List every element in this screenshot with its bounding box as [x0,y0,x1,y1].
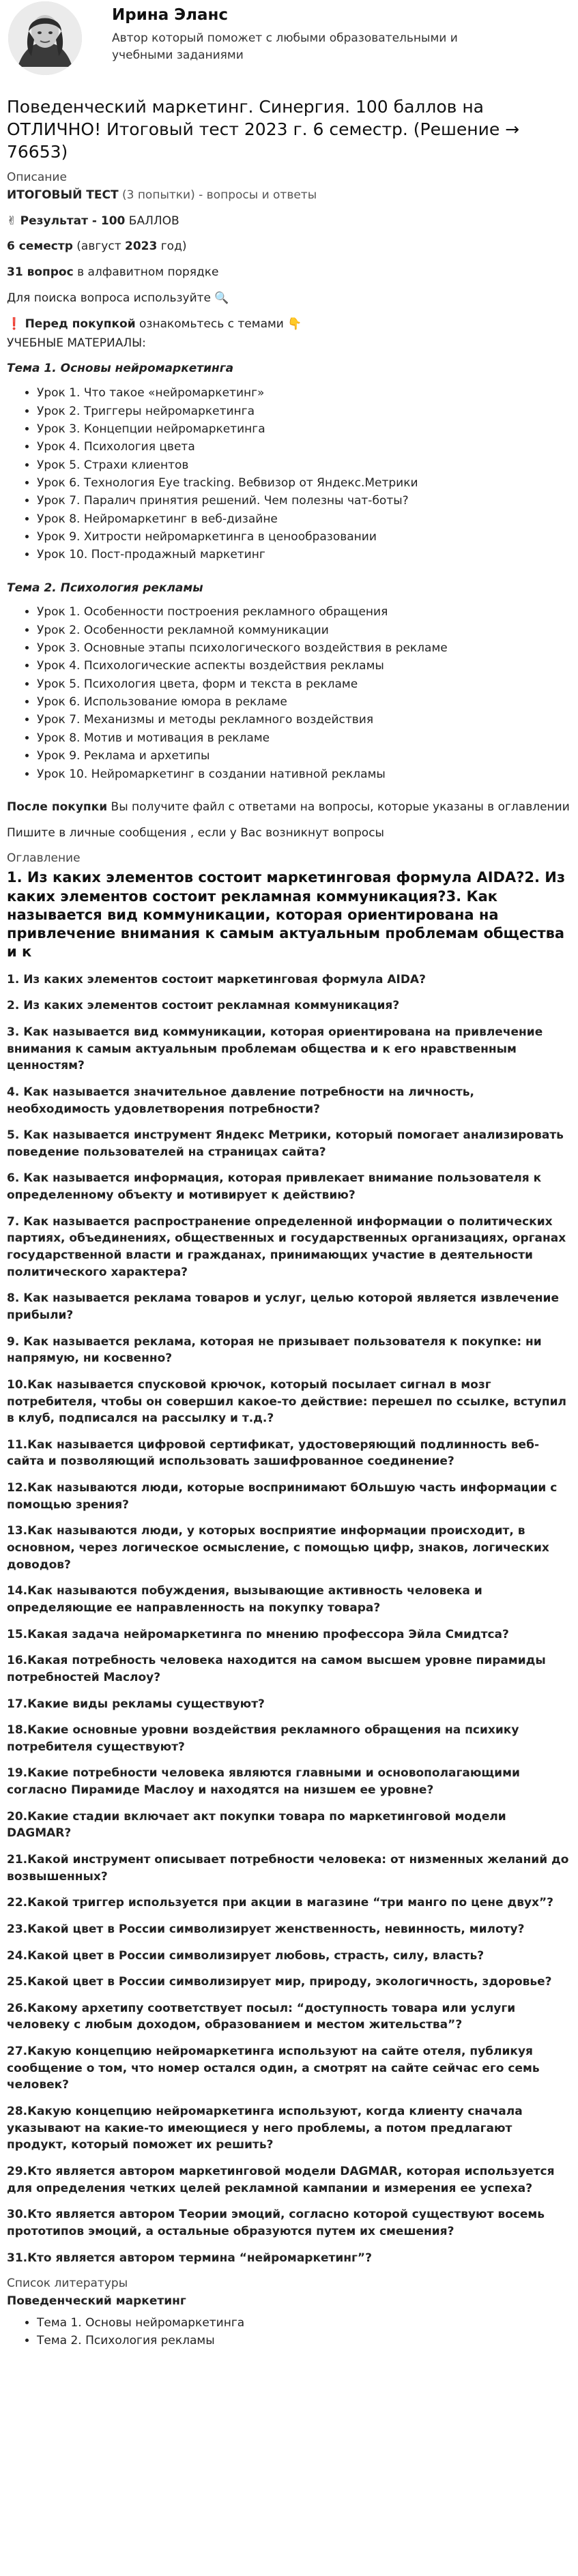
question-item: 30.Кто является автором Теории эмоций, согласно которой существуют восемь прототипов эмоций, а остальные образуются путем их смешения? [7,2208,545,2238]
page-title: Поведенческий маркетинг. Синергия. 100 баллов на ОТЛИЧНО! Итоговый тест 2023 г. 6 семестр. (Решение → 76653) [7,97,520,162]
literature-list [7,2314,570,2350]
question-item: 13.Как называются люди, у которых восприятие информации происходит, в основном, через логическое осмысление, с помощью цифр, знаков, логических доводов? [7,1524,549,1572]
list-item: • Урок 7. Механизмы и методы рекламного воздействия [37,711,570,729]
list-item: • Урок 2. Триггеры нейромаркетинга [37,402,570,420]
literature-label: Список литературы [7,2277,128,2291]
toc-heading: 1. Из каких элементов состоит маркетинговая формула AIDA?2. Из каких элементов состоит рекламная коммуникация?3. Как называется вид коммуникации, которая ориентирована на привлечение внимания к самым актуальным проблемам общества и к [7,869,566,961]
lesson-list [7,603,570,782]
avatar-image [8,1,82,75]
question-item: 1. Из каких элементов состоит маркетинговая формула AIDA? [7,972,426,986]
lesson-list [7,384,570,564]
topic-1 [7,361,570,564]
before-purchase-bold: Перед покупкой [25,317,136,331]
list-item: • Урок 3. Концепции нейромаркетинга [37,420,570,438]
question-item: 22.Какой триггер используется при акции в магазине “три манго по цене двух”? [7,1896,554,1910]
result-rest: БАЛЛОВ [125,214,179,228]
list-item: • Урок 5. Психология цвета, форм и текста в рекламе [37,675,570,693]
after-purchase-line [7,800,570,816]
toc-label: Оглавление [7,851,81,866]
list-item: • Урок 1. Что такое «нейромаркетинг» [37,384,570,402]
question-item: 18.Какие основные уровни воздействия рекламного обращения на психику потребителя существуют? [7,1723,519,1754]
list-item: • Урок 8. Нейромаркетинг в веб-дизайне [37,510,570,528]
question-item: 6. Как называется информация, которая привлекает внимание пользователя к определенному объекту и мотивирует к действию? [7,1171,542,1203]
before-purchase-rest: ознакомьтесь с темами [135,317,288,331]
topic-2 [7,581,570,783]
exclamation-icon: ❗ [7,317,22,331]
list-item: • Урок 6. Технология Eye tracking. Вебвизор от Яндекс.Метрики [37,474,570,492]
question-item: 23.Какой цвет в России символизирует женственность, невинность, милоту? [7,1922,525,1936]
semester-rest-a: (август [72,239,126,254]
author-description: Автор который поможет с любыми образовательными и учебными заданиями [112,31,458,62]
result-bold: Результат - 100 [20,214,126,228]
questions-count-bold: 31 вопрос [7,265,74,280]
semester-rest-b: год) [157,239,187,254]
final-test-line [7,188,570,204]
question-item: 15.Какая задача нейромаркетинга по мнению профессора Эйла Смидтса? [7,1627,509,1641]
list-item: • Урок 10. Пост-продажный маркетинг [37,546,570,564]
topic-title: Тема 2. Психология рекламы [7,581,203,595]
question-item: 9. Как называется реклама, которая не призывает пользователя к покупке: ни напрямую, ни косвенно? [7,1334,542,1366]
list-item: • Урок 4. Психологические аспекты воздействия рекламы [37,657,570,675]
question-item: 4. Как называется значительное давление потребности на личность, необходимость удовлетворения потребности? [7,1085,474,1116]
author-info [112,1,494,63]
semester-bold: 6 семестр [7,239,73,254]
author-card [7,0,570,82]
questions-count-line [7,265,570,281]
question-item: 29.Кто является автором маркетинговой модели DAGMAR, которая используется для определения четких целей рекламной кампании и измерения ее успеха? [7,2164,555,2195]
list-item: • Урок 9. Хитрости нейромаркетинга в ценообразовании [37,528,570,546]
question-item: 20.Какие стадии включает акт покупки товара по маркетинговой модели DAGMAR? [7,1809,506,1841]
list-item: • Урок 9. Реклама и архетипы [37,747,570,765]
list-item: • Урок 7. Паралич принятия решений. Чем полезны чат-боты? [37,492,570,510]
questions-count-rest: в алфавитном порядке [73,265,219,280]
search-hint-text: Для поиска вопроса используйте [7,291,215,305]
question-item: 16.Какая потребность человека находится на самом высшем уровне пирамиды потребностей Маслоу? [7,1654,546,1684]
result-line [7,214,570,230]
list-item: • Урок 2. Особенности рекламной коммуникации [37,621,570,639]
semester-line [7,239,570,255]
final-test-bold: ИТОГОВЫЙ ТЕСТ [7,188,119,202]
question-item: 24.Какой цвет в России символизирует любовь, страсть, силу, власть? [7,1948,485,1963]
list-item: • Урок 3. Основные этапы психологического воздействия в рекламе [37,639,570,657]
victory-hand-icon: ✌ [7,214,17,228]
list-item: • Тема 2. Психология рекламы [37,2332,570,2350]
before-purchase-line [7,317,570,333]
question-item: 14.Как называются побуждения, вызывающие активность человека и определяющие ее направленность на покупку товара? [7,1584,482,1615]
after-purchase-rest: Вы получите файл с ответами на вопросы, которые указаны в оглавлении [107,800,570,814]
question-item: 17.Какие виды рекламы существуют? [7,1697,265,1711]
list-item: • Тема 1. Основы нейромаркетинга [37,2314,570,2332]
pointing-down-icon: 👇 [287,317,302,331]
list-item: • Урок 8. Мотив и мотивация в рекламе [37,729,570,747]
magnifier-icon: 🔍 [214,291,229,305]
question-list [7,971,570,2266]
question-item: 3. Как называется вид коммуникации, которая ориентирована на привлечение внимания к самым актуальным проблемам общества и к его нравственным ценностям? [7,1025,543,1073]
author-avatar[interactable] [8,1,82,75]
literature-title: Поведенческий маркетинг [7,2294,186,2308]
materials-label: УЧЕБНЫЕ МАТЕРИАЛЫ: [7,336,146,350]
question-item: 5. Как называется инструмент Яндекс Метрики, который помогает анализировать поведение пользователей на страницах сайта? [7,1128,564,1159]
question-item: 8. Как называется реклама товаров и услуг, целью которой является извлечение прибыли? [7,1291,559,1322]
question-item: 26.Какому архетипу соответствует посыл: “доступность товара или услуги человеку с любым доходом, образованием и местом жительства”? [7,2001,516,2032]
contact-line: Пишите в личные сообщения , если у Вас возникнут вопросы [7,825,384,840]
description-label: Описание [7,171,67,184]
semester-year: 2023 [125,239,158,254]
question-item: 12.Как называются люди, которые воспринимают бОльшую часть информации с помощью зрения? [7,1481,558,1512]
list-item: • Урок 4. Психология цвета [37,438,570,456]
question-item: 31.Кто является автором термина “нейромаркетинг”? [7,2251,372,2265]
list-item: • Урок 10. Нейромаркетинг в создании нативной рекламы [37,765,570,783]
question-item: 11.Как называется цифровой сертификат, удостоверяющий подлинность веб-сайта и позволяющий использовать зашифрованное соединение? [7,1437,540,1469]
question-item: 7. Как называется распространение определенной информации о политических партиях, объединениях, общественных и государственных организациях, органах государственной власти и гражданах, принимающих участие в деятельности политического характера? [7,1214,566,1279]
question-item: 19.Какие потребности человека являются главными и основополагающими согласно Пирамиде Маслоу и находятся на низшем ее уровне? [7,1766,520,1798]
question-item: 28.Какую концепцию нейромаркетинга используют, когда клиенту сначала указывают на какие-то имеющиеся у него проблемы, а потом предлагают продукт, который поможет их решить? [7,2105,523,2152]
question-item: 21.Какой инструмент описывает потребности человека: от низменных желаний до возвышенных? [7,1852,569,1884]
question-item: 2. Из каких элементов состоит рекламная коммуникация? [7,999,400,1013]
topic-title: Тема 1. Основы нейромаркетинга [7,362,234,376]
after-purchase-bold: После покупки [7,800,108,814]
question-item: 27.Какую концепцию нейромаркетинга используют на сайте отеля, публикуя сообщение о том, что номер остался один, а смотрят на сайте сейчас его семь человек? [7,2045,540,2092]
list-item: • Урок 1. Особенности построения рекламного обращения [37,603,570,621]
final-test-rest: (3 попытки) - вопросы и ответы [118,188,317,202]
list-item: • Урок 5. Страхи клиентов [37,456,570,474]
question-item: 10.Как называется спусковой крючок, который посылает сигнал в мозг потребителя, чтобы он совершил какое-то действие: перешел по ссылке, вступил в клуб, подписался на рассылку и т.д.? [7,1377,566,1426]
search-hint-line [7,291,570,307]
question-item: 25.Какой цвет в России символизирует мир, природу, экологичность, здоровье? [7,1975,552,1989]
list-item: • Урок 6. Использование юмора в рекламе [37,693,570,711]
author-name[interactable]: Ирина Эланс [112,6,229,24]
